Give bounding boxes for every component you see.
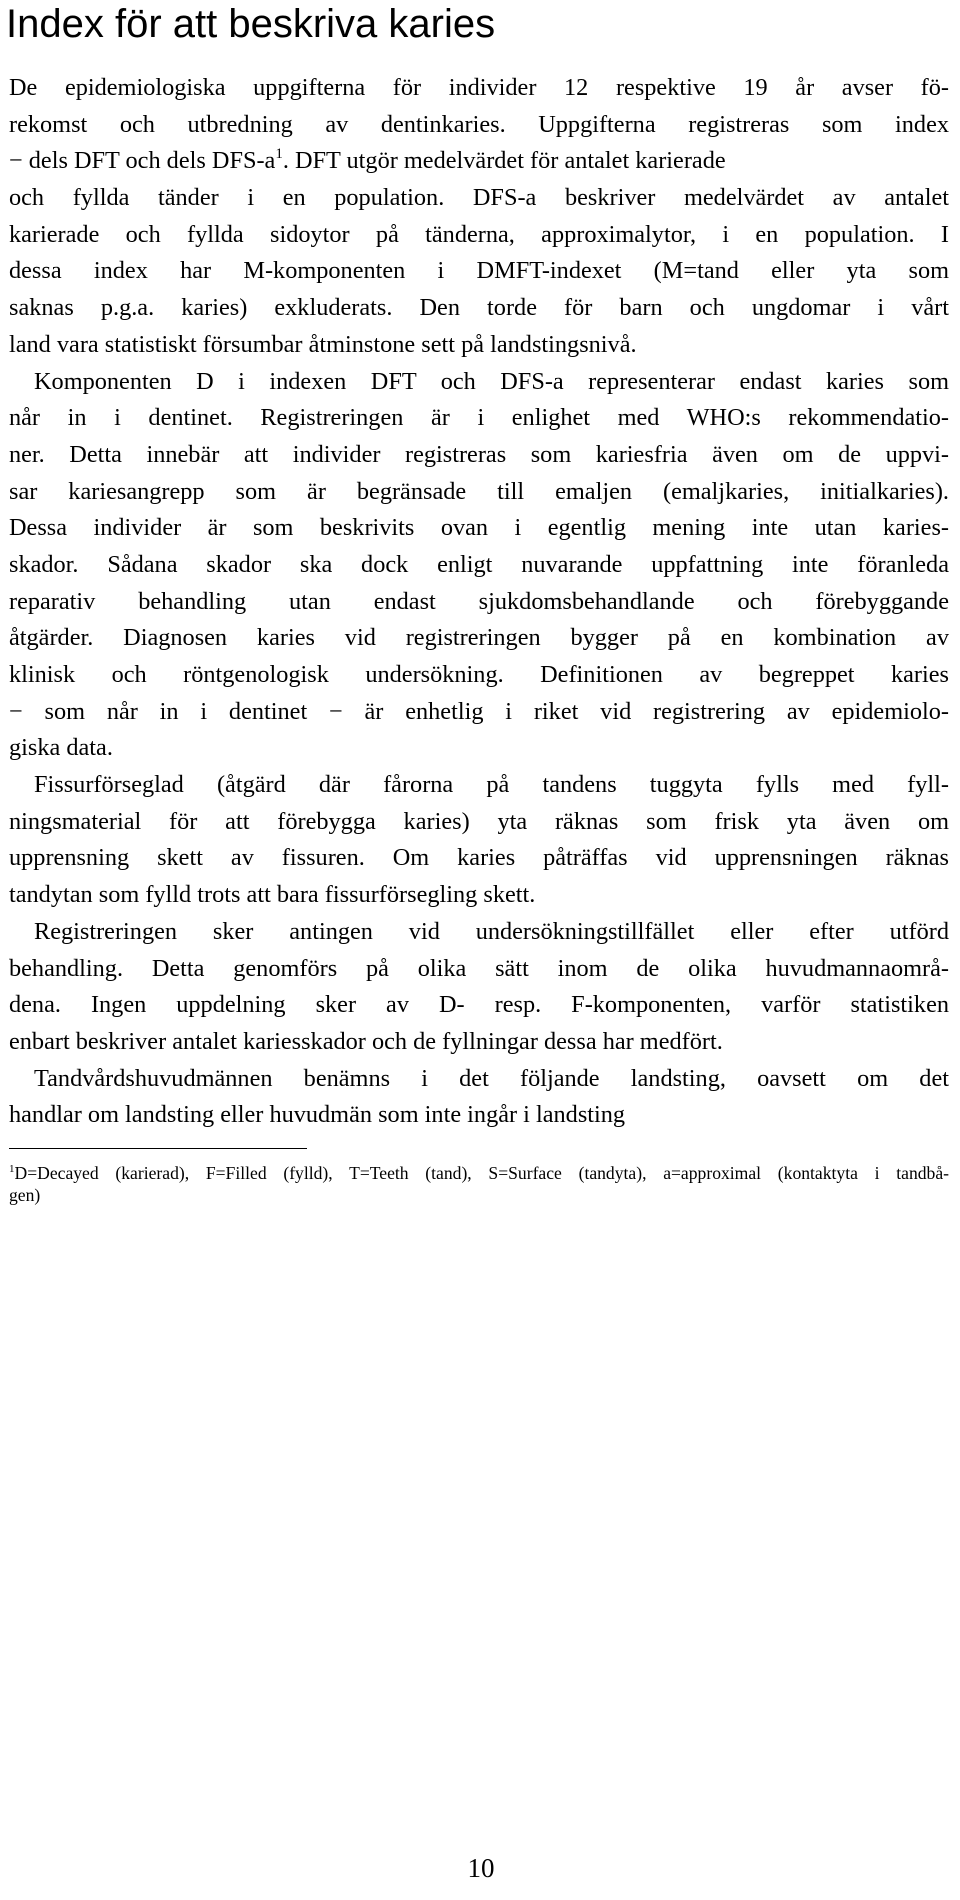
text-line: skador. Sådana skador ska dock enligt nuvarande uppfattning inte föranleda <box>9 550 949 578</box>
text-line: handlar om landsting eller huvudmän som inte ingår i landsting <box>9 1101 626 1129</box>
footnote-line: gen) <box>9 1185 41 1205</box>
footnote-line <box>9 1162 949 1184</box>
text-line: klinisk och röntgenologisk undersökning. Definitionen av begreppet karies <box>9 661 949 688</box>
text-line: saknas p.g.a. karies) exkluderats. Den torde för barn och ungdomar i vårt <box>9 294 949 322</box>
page-title: Index för att beskriva karies <box>6 2 496 46</box>
text-line <box>9 143 949 180</box>
text-line: giska data. <box>9 734 113 762</box>
text-line: De epidemiologiska uppgifterna för individer 12 respektive 19 år avser fö- <box>9 74 949 101</box>
text-line: behandling. Detta genomförs på olika sätt inom de olika huvudmannaområ- <box>9 954 949 982</box>
text-line: land vara statistiskt försumbar åtminstone sett på landstingsnivå. <box>9 330 637 358</box>
text-line: Dessa individer är som beskrivits ovan i egentlig mening inte utan karies- <box>9 514 949 542</box>
text-line: Komponenten D i indexen DFT och DFS-a representerar endast karies som <box>34 367 949 395</box>
text-line: dena. Ingen uppdelning sker av D- resp. F-komponenten, varför statistiken <box>9 991 949 1019</box>
footnote <box>9 1162 949 1206</box>
text-line: ner. Detta innebär att individer registreras som kariesfria även om de uppvi- <box>9 440 949 468</box>
text-line: dessa index har M-komponenten i DMFT-indexet (M=tand eller yta som <box>9 257 949 285</box>
text-line: åtgärder. Diagnosen karies vid registreringen bygger på en kombination av <box>9 624 949 652</box>
text-line: Registreringen sker antingen vid undersökningstillfället eller efter utförd <box>34 917 949 945</box>
text-line: och fyllda tänder i en population. DFS-a beskriver medelvärdet av antalet <box>9 184 949 212</box>
text-line: Fissurförseglad (åtgärd där fårorna på tandens tuggyta fylls med fyll- <box>34 771 949 799</box>
text-line: tandytan som fylld trots att bara fissurförsegling skett. <box>9 881 536 909</box>
text-line: upprensning skett av fissuren. Om karies påträffas vid upprensningen räknas <box>9 844 949 872</box>
text-line: enbart beskriver antalet kariesskador och de fyllningar dessa har medfört. <box>9 1027 723 1055</box>
text-line: rekomst och utbredning av dentinkaries. Uppgifterna registreras som index <box>9 110 949 138</box>
text-line: sar kariesangrepp som är begränsade till emaljen (emaljkaries, initialkaries). <box>9 477 949 505</box>
text-line: når in i dentinet. Registreringen är i enlighet med WHO:s rekommendatio- <box>9 404 949 432</box>
text-line: karierade och fyllda sidoytor på tänderna, approximalytor, i en population. I <box>9 220 949 248</box>
text-line: Tandvårdshuvudmännen benämns i det följande landsting, oavsett om det <box>34 1064 949 1092</box>
text-line: − som når in i dentinet − är enhetlig i riket vid registrering av epidemiolo- <box>9 697 949 725</box>
text-line: ningsmaterial för att förebygga karies) yta räknas som frisk yta även om <box>9 807 949 835</box>
footnote-reference[interactable]: 1 <box>275 146 283 163</box>
footnote-marker: 1 <box>9 1163 15 1175</box>
text-line: reparativ behandling utan endast sjukdomsbehandlande och förebyggande <box>9 587 949 615</box>
text-segment: − dels DFT och dels DFS-a <box>9 147 276 175</box>
body-text <box>9 70 949 1134</box>
footnote-text: D=Decayed (karierad), F=Filled (fylld), T=Teeth (tand), S=Surface (tandyta), a=approximal (kontaktyta i tandbå- <box>14 1163 949 1183</box>
text-segment: . DFT utgör medelvärdet för antalet karierade <box>282 147 726 175</box>
page-number: 10 <box>467 1853 495 1883</box>
footnote-divider <box>9 1148 307 1149</box>
